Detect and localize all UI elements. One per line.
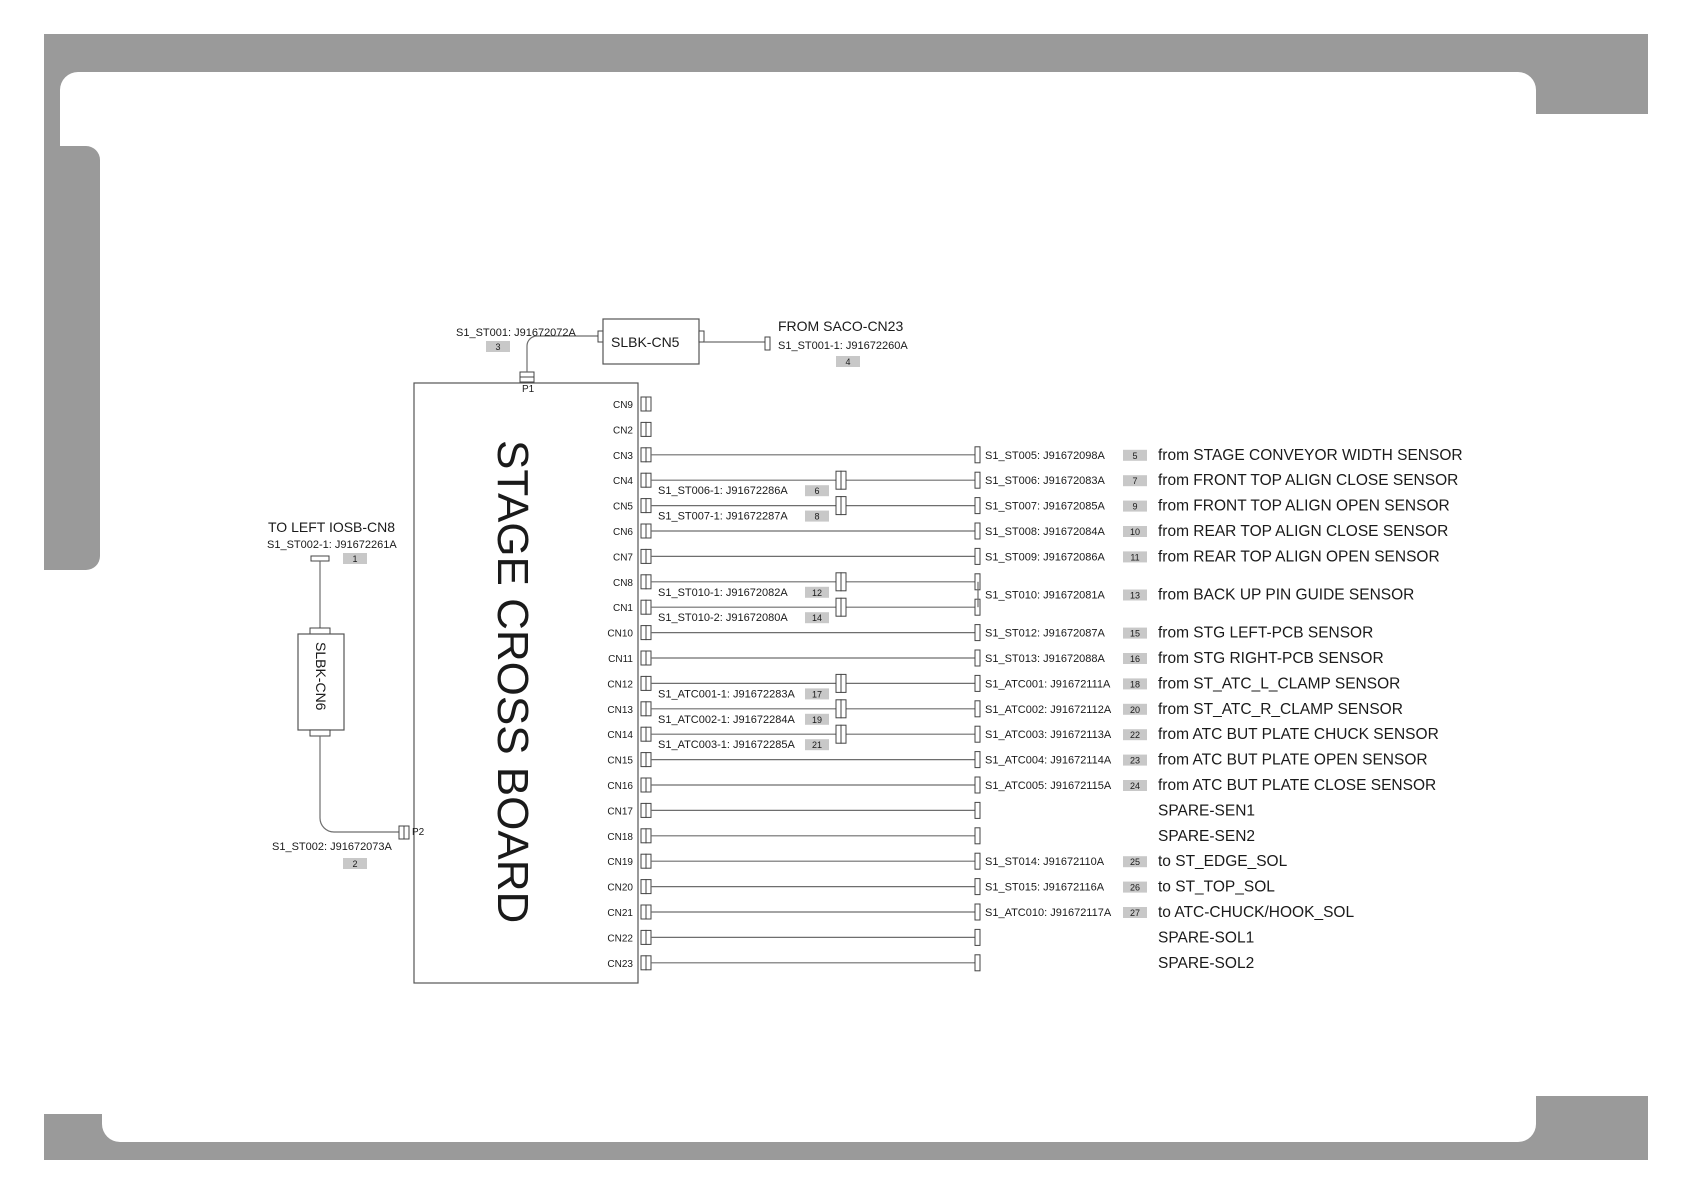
cable-tag: 26 [1129,882,1141,893]
mid-connector-a [836,700,841,718]
cn-label: CN8 [612,577,633,589]
merged-description: from BACK UP PIN GUIDE SENSOR [1158,586,1415,604]
cn-socket [641,626,646,640]
cn-socket [641,905,646,919]
cn-socket [641,651,646,665]
cn-plug [646,880,651,894]
cable-end-connector [975,523,980,539]
mid-connector-a [836,725,841,743]
port-p1: P1 [522,384,535,395]
row-description: SPARE-SOL2 [1158,954,1255,972]
cable-end-connector [975,853,980,869]
cable-end-connector [975,701,980,717]
cable-tag: 27 [1129,908,1141,918]
cable-tag: 22 [1129,730,1141,741]
cable-label: S1_ST014: J91672110A [985,856,1105,869]
mid-connector-b [841,471,846,489]
board-title: STAGE CROSS BOARD [488,440,537,924]
cn-plug [646,473,651,487]
cable-tag: 23 [1129,755,1141,766]
row-description: from STG LEFT-PCB SENSOR [1158,624,1374,642]
mid-connector-b [841,573,846,591]
cn-label: CN12 [607,679,633,691]
left-lower-cable: S1_ST002: J91672073A [272,841,392,853]
cn-label: CN21 [607,908,633,919]
cable-tag: 16 [1129,654,1141,664]
saco-source-label: FROM SACO-CN23 [778,318,904,334]
mid-connector-b [841,674,846,692]
mid-connector-a [836,471,841,489]
cable-end-connector [975,726,980,742]
cn-socket [641,753,646,767]
mid-cable-label: S1_ST010-2: J91672080A [658,612,788,625]
cn-label: CN15 [607,755,633,767]
cn-plug [646,499,651,513]
mid-cable-label: S1_ATC003-1: J91672285A [658,739,795,752]
cn-label: CN17 [607,806,633,818]
row-description: from ATC BUT PLATE OPEN SENSOR [1158,751,1428,769]
cable-label: S1_ATC003: J91672113A [985,729,1112,742]
cn-socket [641,829,646,843]
cn-socket [641,524,646,538]
row-description: to ST_TOP_SOL [1158,878,1275,896]
cn-plug [646,397,651,411]
cable-label: S1_ST015: J91672116A [985,881,1105,894]
cn-plug [646,803,651,817]
mid-connector-b [841,497,846,515]
row-description: from STG RIGHT-PCB SENSOR [1158,650,1384,667]
mid-tag: 12 [811,587,823,598]
cn-label: CN22 [607,933,633,945]
cn-plug [646,422,651,436]
mid-connector-b [841,725,846,743]
row-description: from REAR TOP ALIGN CLOSE SENSOR [1158,523,1449,540]
cn-label: CN5 [612,501,633,513]
cable-end-connector [975,904,980,920]
mid-cable-label: S1_ATC001-1: J91672283A [658,688,795,701]
left-dest-label: TO LEFT IOSB-CN8 [268,519,396,535]
cable-tag: 24 [1129,781,1141,791]
cn-plug [646,905,651,919]
merged-cable-label: S1_ST010: J91672081A [985,589,1105,602]
mid-connector-b [841,700,846,718]
cable-end-connector [975,447,980,463]
mid-cable-label: S1_ATC002-1: J91672284A [658,713,795,726]
cable-end-connector [975,625,980,641]
cable-label: S1_ST008: J91672084A [985,526,1105,538]
top-cable-label: S1_ST001: J91672072A [456,327,576,339]
cable-label: S1_ATC005: J91672115A [985,780,1112,792]
mid-tag: 6 [814,486,820,497]
cn-label: CN4 [612,476,633,488]
mid-tag: 21 [811,740,823,751]
cable-tag: 9 [1132,501,1138,512]
cable-tag: 25 [1129,857,1141,868]
cable-tag: 10 [1129,527,1141,537]
mid-tag: 14 [811,613,823,624]
cn-socket [641,549,646,563]
mid-connector-a [836,497,841,515]
cn-plug [646,600,651,614]
mid-connector-a [836,573,841,591]
mid-connector-b [841,598,846,616]
row-description: to ATC-CHUCK/HOOK_SOL [1158,904,1355,921]
cn-plug [646,549,651,563]
cn-label: CN1 [612,603,633,615]
cn-label: CN9 [612,400,633,411]
cable-label: S1_ATC002: J91672112A [985,703,1112,716]
cable-label: S1_ATC004: J91672114A [985,754,1112,767]
cn-plug [646,524,651,538]
cable-label: S1_ST009: J91672086A [985,551,1105,564]
cable-label: S1_ST013: J91672088A [985,653,1105,665]
row-description: to ST_EDGE_SOL [1158,853,1288,871]
cn-label: CN10 [607,628,633,640]
row-description: SPARE-SEN1 [1158,802,1256,820]
row-description: from REAR TOP ALIGN OPEN SENSOR [1158,548,1440,566]
cable-label: S1_ST007: J91672085A [985,500,1105,513]
cable-tag: 5 [1132,450,1138,461]
cn-plug [646,778,651,792]
mid-cable-label: S1_ST007-1: J91672287A [658,510,788,523]
left-upper-cable: S1_ST002-1: J91672261A [267,539,397,551]
cn-socket [641,803,646,817]
cable-end-connector [975,955,980,971]
slbk-cn6-label: SLBK-CN6 [313,642,329,711]
cn-plug [646,930,651,944]
cable-end-connector [975,675,980,691]
cn-plug [646,651,651,665]
cn-label: CN3 [612,450,633,462]
row-description: from FRONT TOP ALIGN CLOSE SENSOR [1158,472,1459,490]
cn-label: CN6 [612,527,633,538]
cn-socket [641,600,646,614]
cn-socket [641,930,646,944]
cn-socket [641,727,646,741]
cn-socket [641,956,646,970]
row-description: from ST_ATC_L_CLAMP SENSOR [1158,675,1401,693]
cable-end-connector [975,752,980,768]
cn-label: CN16 [607,781,633,792]
cable-end-connector [975,802,980,818]
cable-label: S1_ST012: J91672087A [985,627,1105,640]
cable-label: S1_ATC001: J91672111A [985,678,1111,691]
cn-socket [641,854,646,868]
cable-label: S1_ST006: J91672083A [985,475,1105,488]
cable-tag: 7 [1132,476,1138,487]
cable-end-connector [975,650,980,666]
slbk-cn5-label: SLBK-CN5 [611,334,680,350]
cable-tag: 11 [1130,552,1140,563]
cn-plug [646,829,651,843]
cable-label: S1_ST005: J91672098A [985,449,1105,462]
mid-tag: 8 [814,511,820,522]
cn-socket [641,473,646,487]
cable-end-connector [975,498,980,514]
cn-plug [646,448,651,462]
mid-connector-a [836,598,841,616]
cn-plug [646,753,651,767]
cn-socket [641,880,646,894]
cn-socket [641,575,646,589]
cn-label: CN18 [607,831,633,843]
cn-socket [641,702,646,716]
cable-end-connector [975,929,980,945]
cn-plug [646,626,651,640]
mid-tag: 19 [811,714,823,725]
cn-socket [641,778,646,792]
row-description: from STAGE CONVEYOR WIDTH SENSOR [1158,446,1463,464]
cn-plug [646,727,651,741]
cn-label: CN7 [612,552,633,564]
left-lower-tag: 2 [352,859,358,869]
cn-label: CN20 [607,882,633,894]
cn-plug [646,575,651,589]
cn-socket [641,676,646,690]
cn-label: CN23 [607,958,633,970]
cable-end-connector [975,828,980,844]
cn-label: CN2 [612,425,633,437]
mid-connector-a [836,674,841,692]
row-description: from ST_ATC_R_CLAMP SENSOR [1158,700,1403,718]
cable-end-connector [975,777,980,793]
cable-end-connector [975,472,980,488]
mid-cable-label: S1_ST010-1: J91672082A [658,586,788,599]
row-description: from ATC BUT PLATE CLOSE SENSOR [1158,777,1437,794]
cn-label: CN14 [607,730,633,742]
cable-label: S1_ATC010: J91672117A [985,907,1112,919]
cable-tag: 20 [1129,704,1141,715]
cn-plug [646,854,651,868]
cn-plug [646,676,651,690]
saco-source-cable: S1_ST001-1: J91672260A [778,340,908,352]
port-p2: P2 [412,827,425,838]
row-description: SPARE-SEN2 [1158,827,1256,845]
row-description: SPARE-SOL1 [1158,929,1255,947]
row-description: from FRONT TOP ALIGN OPEN SENSOR [1158,497,1450,515]
row-description: from ATC BUT PLATE CHUCK SENSOR [1158,726,1439,744]
cn-plug [646,702,651,716]
cn-socket [641,397,646,411]
cn-plug [646,956,651,970]
cn-socket [641,422,646,436]
cn-label: CN11 [608,654,633,665]
cable-end-connector [975,879,980,895]
cable-end-connector [975,548,980,564]
cable-tag: 15 [1129,628,1141,639]
left-upper-tag: 1 [352,554,358,564]
cn-socket [641,448,646,462]
top-cable-tag: 3 [495,342,501,352]
mid-cable-label: S1_ST006-1: J91672286A [658,485,788,498]
cn-socket [641,499,646,513]
cable-tag: 18 [1129,679,1141,690]
cn-label: CN13 [607,704,633,716]
merged-tag: 13 [1129,590,1141,601]
cn-label: CN19 [607,857,633,869]
saco-source-tag: 4 [845,357,851,367]
mid-tag: 17 [811,689,823,700]
